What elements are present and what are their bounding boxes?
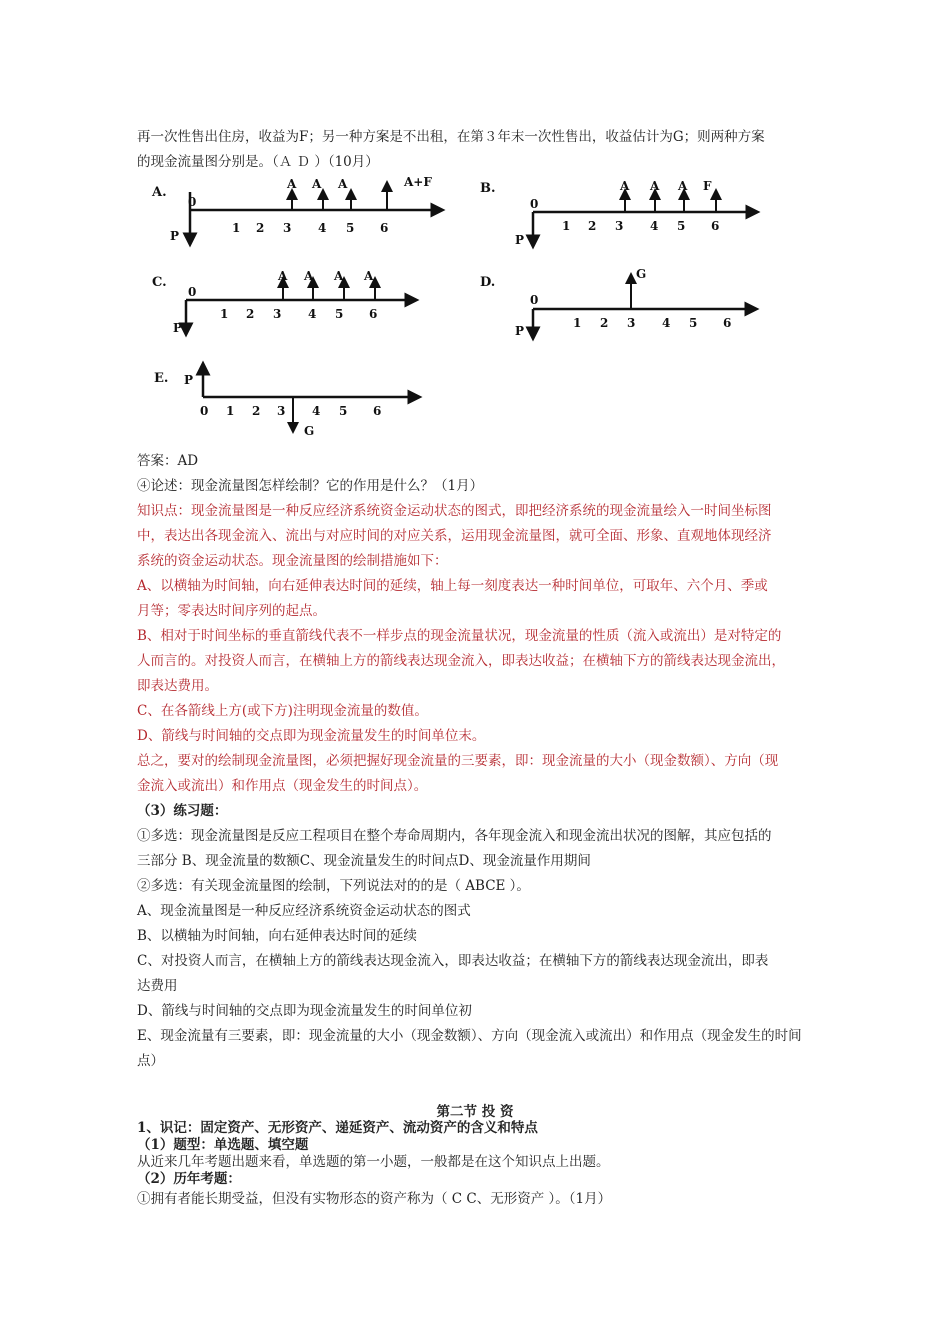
diagram-a-tick: 1 (232, 221, 241, 235)
diagram-d-tick: 1 (573, 316, 582, 330)
knowledge-line: D、箭线与时间轴的交点即为现金流量发生的时间单位末。 (137, 728, 486, 744)
diagram-b-p: P (515, 233, 525, 247)
diagram-d-label: D. (480, 275, 496, 290)
section-item: 从近来几年考题出题来看，单选题的第一小题，一般都是在这个知识点上出题。 (137, 1154, 610, 1170)
diagram-d-tick: 3 (627, 316, 636, 330)
diagram-a-arrow-label: A (312, 177, 322, 191)
knowledge-line: C、在各箭线上方(或下方)注明现金流量的数值。 (137, 703, 428, 719)
diagram-c-tick: 6 (369, 307, 378, 321)
diagram-e-tick: 1 (226, 404, 235, 418)
diagram-a-arrow-label: A (287, 177, 297, 191)
cash-flow-diagrams (0, 172, 950, 442)
practice-line: ①多选：现金流量图是反应工程项目在整个寿命周期内，各年现金流入和现金流出状况的图解，其应包括的 (137, 828, 772, 844)
diagram-b-tick: 5 (677, 219, 686, 233)
diagram-b-arrow-label: A (678, 179, 688, 193)
diagram-c (152, 269, 412, 335)
diagram-d-tick: 4 (662, 316, 671, 330)
knowledge-line: 系统的资金运动状态。现金流量图的绘制措施如下： (137, 553, 448, 569)
knowledge-line: 人而言的。对投资人而言，在横轴上方的箭线表达现金流入，即表达收益；在横轴下方的箭线表达现金流出， (137, 653, 785, 669)
diagram-c-tick: 4 (308, 307, 317, 321)
diagram-c-arrow-label: A (364, 269, 374, 283)
diagram-a-tick: 5 (346, 221, 355, 235)
diagram-d-arrow-label: G (636, 267, 647, 281)
diagram-c-arrow-label: A (334, 269, 344, 283)
knowledge-line: 知识点：现金流量图是一种反应经济系统资金运动状态的图式，即把经济系统的现金流量绘入一时间坐标图 (137, 503, 772, 519)
diagram-d (480, 267, 752, 338)
knowledge-line: B、相对于时间坐标的垂直箭线代表不一样步点的现金流量状况，现金流量的性质（流入或流出）是对特定的 (137, 628, 782, 644)
diagram-d-tick: 6 (723, 316, 732, 330)
question-4: ④论述：现金流量图怎样绘制？它的作用是什么？（1月） (137, 478, 484, 494)
diagram-a (151, 175, 438, 243)
practice-line: 点） (137, 1053, 164, 1069)
diagram-a-tick: 4 (318, 221, 327, 235)
knowledge-line: 月等；零表达时间序列的起点。 (137, 603, 326, 619)
diagram-d-tick: 5 (689, 316, 698, 330)
practice-line: 达费用 (137, 978, 178, 994)
section-item: 1、识记：固定资产、无形资产、递延资产、流动资产的含义和特点 (137, 1120, 538, 1136)
practice-line: E、现金流量有三要素，即：现金流量的大小（现金数额）、方向（现金流入或流出）和作用点（现金发生的时间 (137, 1028, 802, 1044)
diagram-b (480, 179, 753, 247)
diagram-e-g: G (304, 424, 315, 438)
diagram-b-tick: 6 (711, 219, 720, 233)
diagram-a-tick: 3 (283, 221, 292, 235)
practice-line: D、箭线与时间轴的交点即为现金流量发生的时间单位初 (137, 1003, 472, 1019)
diagram-a-p: P (170, 229, 180, 243)
diagram-b-tick: 1 (562, 219, 571, 233)
diagram-b-label: B. (480, 181, 496, 196)
diagram-a-label: A. (152, 185, 167, 200)
knowledge-line: A、以横轴为时间轴，向右延伸表达时间的延续，轴上每一刻度表达一种时间单位，可取年、六个月、季或 (137, 578, 768, 594)
diagram-e-tick: 4 (312, 404, 321, 418)
diagram-b-tick: 4 (650, 219, 659, 233)
diagram-b-tick: 3 (615, 219, 624, 233)
diagram-a-arrow-label: A+F (404, 175, 432, 189)
practice-line: B、以横轴为时间轴，向右延伸表达时间的延续 (137, 928, 417, 944)
knowledge-line: 总之，要对的绘制现金流量图，必须把握好现金流量的三要素，即：现金流量的大小（现金数额）、方向（现 (137, 753, 779, 769)
diagram-e-tick: 0 (200, 404, 209, 418)
diagram-b-zero: 0 (530, 197, 539, 211)
knowledge-line: 中，表达出各现金流入、流出与对应时间的对应关系，运用现金流量图，就可全面、形象、直观地体现经济 (137, 528, 772, 544)
diagram-c-label: C. (152, 275, 167, 290)
diagram-b-arrow-label: A (650, 179, 660, 193)
section-title: 第二节 投 资 (436, 1104, 514, 1120)
diagram-e-label: E. (154, 371, 169, 386)
diagram-c-p: P (173, 321, 183, 335)
diagram-c-zero: 0 (188, 285, 197, 299)
diagram-e-tick: 6 (373, 404, 382, 418)
section-item: ①拥有者能长期受益，但没有实物形态的资产称为（ C C、无形资产 ）。（1月） (137, 1191, 612, 1207)
practice-line: C、对投资人而言，在横轴上方的箭线表达现金流入，即表达收益；在横轴下方的箭线表达现金流出，即表 (137, 953, 769, 969)
diagram-c-arrow-label: A (278, 269, 288, 283)
diagram-c-tick: 5 (335, 307, 344, 321)
diagram-d-zero: 0 (530, 293, 539, 307)
section-item: （1）题型：单选题、填空题 (137, 1137, 309, 1153)
practice-line: A、现金流量图是一种反应经济系统资金运动状态的图式 (137, 903, 471, 919)
diagram-d-p: P (515, 324, 525, 338)
diagram-e-tick: 3 (277, 404, 286, 418)
intro-line-2: 的现金流量图分别是。（Ａ Ｄ ）（10月） (137, 154, 379, 170)
diagram-e-tick: 2 (252, 404, 261, 418)
knowledge-line: 即表达费用。 (137, 678, 218, 694)
diagram-c-tick: 2 (246, 307, 255, 321)
diagram-e-p: P (184, 373, 194, 387)
diagram-b-tick: 2 (588, 219, 597, 233)
diagram-c-tick: 3 (273, 307, 282, 321)
diagram-d-tick: 2 (600, 316, 609, 330)
diagram-c-tick: 1 (220, 307, 229, 321)
diagram-a-arrow-label: A (338, 177, 348, 191)
diagram-e-tick: 5 (339, 404, 348, 418)
practice-line: ②多选：有关现金流量图的绘制，下列说法对的的是（ ABCE ）。 (137, 878, 530, 894)
practice-title: （3）练习题： (137, 803, 228, 819)
diagram-a-zero: 0 (188, 195, 197, 209)
intro-line-1: 再一次性售出住房，收益为F；另一种方案是不出租，在第３年末一次性售出，收益估计为G；则两种方案 (137, 129, 765, 145)
diagram-e (154, 368, 415, 438)
diagram-a-tick: 2 (256, 221, 265, 235)
diagram-b-arrow-label: F (703, 179, 712, 193)
answer-text: 答案：AD (137, 453, 199, 469)
practice-line: 三部分 B、现金流量的数额C、现金流量发生的时间点D、现金流量作用期间 (137, 853, 591, 869)
section-item: （2）历年考题： (137, 1171, 241, 1187)
diagram-c-arrow-label: A (304, 269, 314, 283)
knowledge-line: 金流入或流出）和作用点（现金发生的时间点）。 (137, 778, 428, 794)
diagram-b-arrow-label: A (620, 179, 630, 193)
diagram-a-tick: 6 (380, 221, 389, 235)
